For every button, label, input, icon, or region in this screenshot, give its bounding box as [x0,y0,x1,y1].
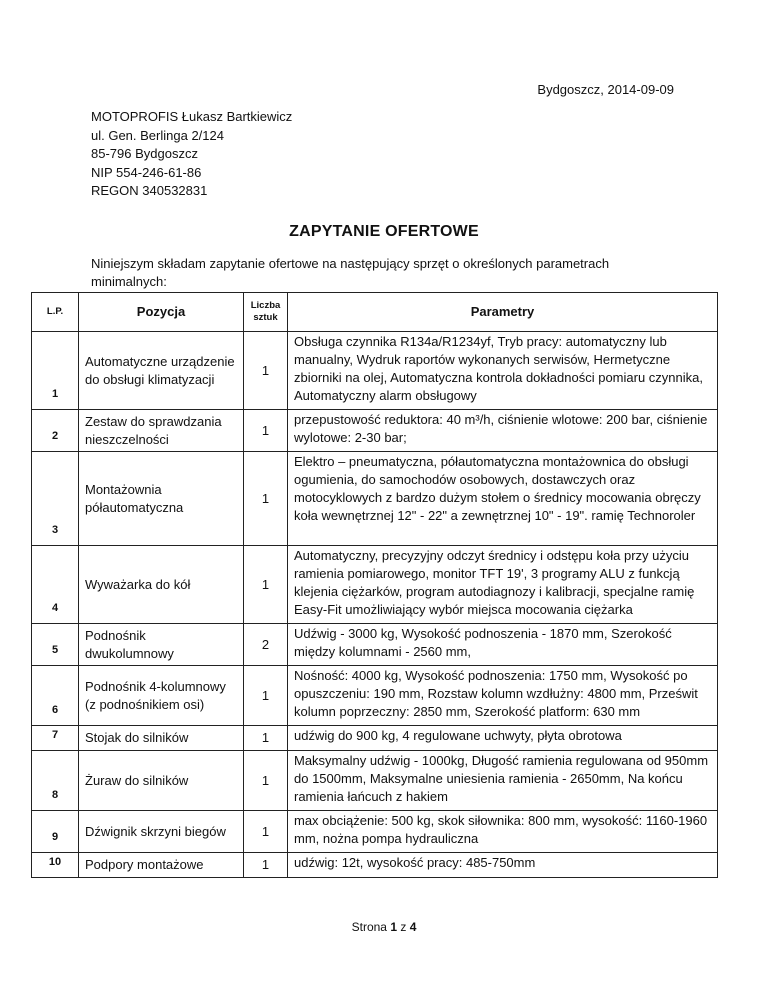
row-position: Żuraw do silników [79,751,244,811]
header-lp: L.P. [32,293,79,332]
row-parameters: Elektro – pneumatyczna, półautomatyczna montażownica do obsługi ogumienia, do samochodów osobowych, dostawczych oraz motocyklowych z bardzo dużym stołem o średnicy mocowania obręczy koła wewnętrznej 12" - 22" a zewnętrznej 10" - 19". ramię Technoroler [288,452,718,546]
company-street: ul. Gen. Berlinga 2/124 [91,127,224,143]
table-row [32,452,718,546]
intro-text: Niniejszym składam zapytanie ofertowe na następujący sprzęt o określonych parametrach minimalnych: [91,256,610,289]
row-number: 3 [32,452,79,546]
row-number: 1 [32,332,79,410]
table-row [32,751,718,811]
header-parameters: Parametry [288,293,718,332]
table-row [32,332,718,410]
row-number: 8 [32,751,79,811]
row-position: Podnośnik 4-kolumnowy (z podnośnikiem osi) [79,666,244,726]
table-row [32,624,718,666]
row-position: Automatyczne urządzenie do obsługi klimatyzacji [79,332,244,410]
row-position: Podpory montażowe [79,853,244,878]
company-address-block [91,108,292,201]
row-number: 2 [32,410,79,452]
row-quantity: 2 [244,624,288,666]
row-parameters: Nośność: 4000 kg, Wysokość podnoszenia: 1750 mm, Wysokość po opuszczeniu: 190 mm, Rozstaw kolumn wzdłużny: 4800 mm, Prześwit kolumn poprzeczny: 2850 mm, Szerokość platform: 630 mm [288,666,718,726]
company-city: 85-796 Bydgoszcz [91,146,198,161]
row-quantity: 1 [244,751,288,811]
table-header-row [32,293,718,332]
table-row [32,410,718,452]
footer-page-total: 4 [409,920,417,934]
row-parameters: Obsługa czynnika R134a/R1234yf, Tryb pracy: automatyczny lub manualny, Wydruk raportów wykonanych serwisów, Hermetyczne zbiorniki na olej, Automatyczna kontrola dokładności pomiaru czynnika, Automatyczny alarm obsługowy [288,332,718,410]
offer-table [31,292,718,878]
table-row [32,726,718,751]
company-name: MOTOPROFIS Łukasz Bartkiewicz [91,109,293,124]
document-title: ZAPYTANIE OFERTOWE [289,223,479,240]
row-quantity: 1 [244,811,288,853]
row-parameters: udźwig do 900 kg, 4 regulowane uchwyty, płyta obrotowa [288,726,718,751]
row-parameters: max obciążenie: 500 kg, skok siłownika: 800 mm, wysokość: 1160-1960 mm, nożna pompa hydrauliczna [288,811,718,853]
header-quantity: Liczba sztuk [244,293,288,332]
row-parameters: przepustowość reduktora: 40 m³/h, ciśnienie wlotowe: 200 bar, ciśnienie wylotowe: 2-30 bar; [288,410,718,452]
page-footer [0,920,768,934]
row-position: Zestaw do sprawdzania nieszczelności [79,410,244,452]
company-nip: NIP 554-246-61-86 [91,164,202,180]
row-quantity: 1 [244,666,288,726]
row-position: Montażownia półautomatyczna [79,452,244,546]
table-row [32,546,718,624]
row-quantity: 1 [244,546,288,624]
company-regon: REGON 340532831 [91,183,208,198]
table-row [32,811,718,853]
row-position: Stojak do silników [79,726,244,751]
row-parameters: Automatyczny, precyzyjny odczyt średnicy i odstępu koła przy użyciu ramienia pomiarowego, monitor TFT 19', 3 programy ALU z funkcją klejenia ciężarków, program autodiagnozy i kalibracji, specjalne ramię Easy-Fit umożliwiający wybór miejsca mocowania ciężarka [288,546,718,624]
row-number: 9 [32,811,79,853]
row-position: Wyważarka do kół [79,546,244,624]
row-parameters: udźwig: 12t, wysokość pracy: 485-750mm [288,853,718,878]
row-parameters: Udźwig - 3000 kg, Wysokość podnoszenia - 1870 mm, Szerokość między kolumnami - 2560 mm, [288,624,718,666]
footer-separator: z [400,920,407,934]
row-quantity: 1 [244,410,288,452]
row-quantity: 1 [244,853,288,878]
row-number: 6 [32,666,79,726]
footer-page-number: 1 [390,920,397,934]
row-number: 7 [32,726,79,751]
row-number: 10 [32,853,79,878]
row-quantity: 1 [244,332,288,410]
row-parameters: Maksymalny udźwig - 1000kg, Długość ramienia regulowana od 950mm do 1500mm, Maksymalne uniesienia ramienia - 2650mm, Na końcu ramienia łańcuch z hakiem [288,751,718,811]
table-row [32,666,718,726]
row-position: Dźwignik skrzyni biegów [79,811,244,853]
row-number: 4 [32,546,79,624]
row-position: Podnośnik dwukolumnowy [79,624,244,666]
header-position: Pozycja [79,293,244,332]
row-quantity: 1 [244,452,288,546]
row-number: 5 [32,624,79,666]
footer-prefix: Strona [351,920,387,934]
document-date: Bydgoszcz, 2014-09-09 [537,82,674,97]
row-quantity: 1 [244,726,288,751]
table-row [32,853,718,878]
